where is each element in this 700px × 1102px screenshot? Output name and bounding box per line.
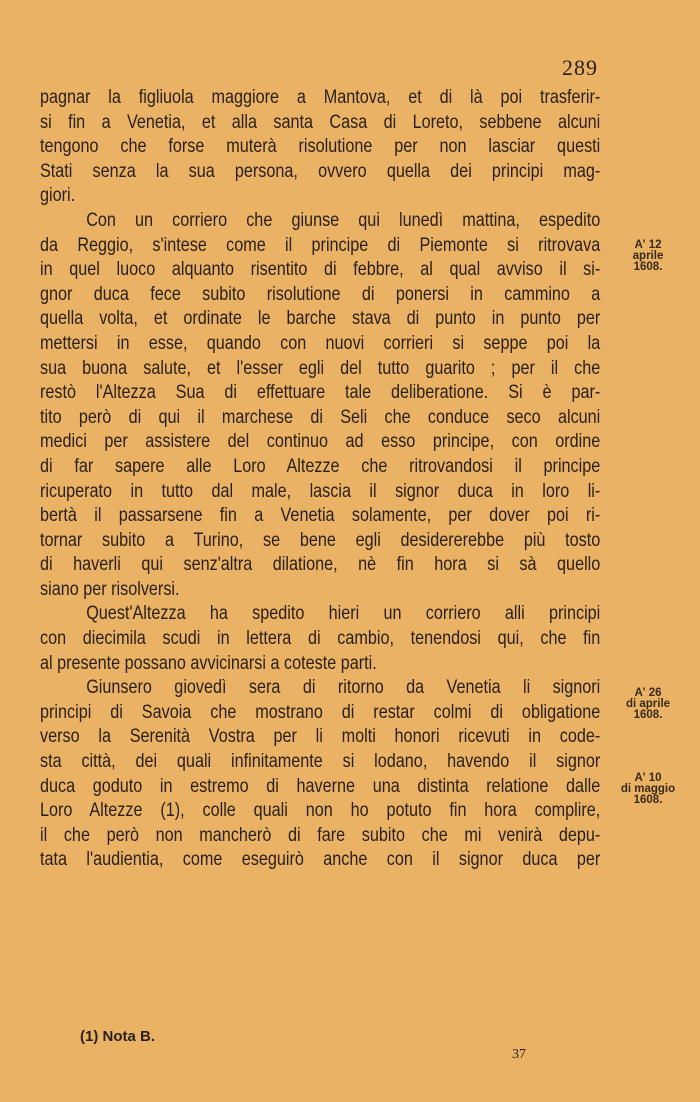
text-line: pagnar la figliuola maggiore a Mantova, et di là poi trasferir- [40,87,601,108]
text-line: verso la Serenità Vostra per li molti honori ricevuti in code- [40,726,601,748]
margin-note-date [608,773,688,806]
text-line: da Reggio, s'intese come il principe di Piemonte si ritrovava [40,234,601,256]
margin-note-line: aprile [632,250,664,262]
text-line: tito però di qui il marchese di Seli che conduce seco alcuni [40,406,601,428]
text-line: siano per risolversi. [40,578,180,600]
text-line: si fin a Venetia, et alla santa Casa di Loreto, sebbene alcuni [40,111,601,133]
text-line: tata l'audientia, come eseguirò anche con il signor duca per [40,849,601,871]
text-line: con diecimila scudi in lettera di cambio, tenendosi qui, che fin [40,628,601,650]
text-line: gnor duca fece subito risolutione di ponersi in cammino a [40,283,601,305]
text-line: mettersi in esse, quando con nuovi corrieri si seppe poi la [40,332,601,354]
text-line: giori. [40,185,76,207]
text-line: sua buona salute, et l'esser egli del tutto guarito ; per il che [40,357,601,379]
text-line: Con un corriero che giunse qui lunedì mattina, espedito [86,209,601,231]
margin-note-line: A' 12 [634,239,662,251]
page-number: 289 [562,55,598,80]
margin-note-line: di maggio [620,783,676,795]
text-line: bertà il passarsene fin a Venetia solamente, per dover poi ri- [40,505,601,527]
margin-note-line: 1608. [633,709,663,721]
text-line: Stati senza la sua persona, ovvero quella dei principi mag- [40,160,601,182]
text-line: di far sapere alle Loro Altezze che ritrovandosi il principe [40,455,601,477]
text-line: tornar subito a Turino, se bene egli desidererebbe più tosto [40,529,601,551]
text-line: il che però non mancherò di fare subito che mi venirà depu- [40,824,601,846]
signature-mark: 37 [512,1047,526,1062]
margin-note-line: A' 10 [634,772,662,784]
margin-note-line: 1608. [633,261,663,273]
text-line: in quel luoco alquanto risentito di febbre, al qual avviso il si- [40,259,601,281]
text-line: al presente possano avvicinarsi a coteste parti. [40,652,377,674]
text-line: di haverli qui senz'altra dilatione, nè fin hora si sà quello [40,554,601,576]
text-line: restò l'Altezza Sua di effettuare tale deliberatione. Si è par- [40,382,601,404]
text-line: sta città, dei quali infinitamente si lodano, havendo il signor [40,751,601,773]
text-line: quella volta, et ordinate le barche stava di punto in punto per [40,308,601,330]
text-line: Giunsero giovedì sera di ritorno da Venetia li signori [86,677,601,699]
text-line: Loro Altezze (1), colle quali non ho potuto fin hora complire, [40,800,601,822]
margin-note-line: A' 26 [634,687,662,699]
text-line: principi di Savoia che mostrano di restar colmi di obligatione [40,701,601,723]
body-text [40,86,601,873]
margin-note-date [608,688,688,721]
text-line: medici per assistere del continuo ad esso principe, con ordine [40,431,601,453]
text-line: ricuperato in tutto dal male, lascia il signor duca in loro li- [40,480,601,502]
margin-note-line: di aprile [625,698,671,710]
margin-note-date [608,240,688,273]
text-line: tengono che forse muterà risolutione per non lasciar questi [40,136,601,158]
text-line: Quest'Altezza ha spedito hieri un corriero alli principi [86,603,601,625]
footnote: (1) Nota B. [80,1028,155,1045]
text-line: duca goduto in estremo di haverne una distinta relatione dalle [40,775,601,797]
margin-note-line: 1608. [633,794,663,806]
